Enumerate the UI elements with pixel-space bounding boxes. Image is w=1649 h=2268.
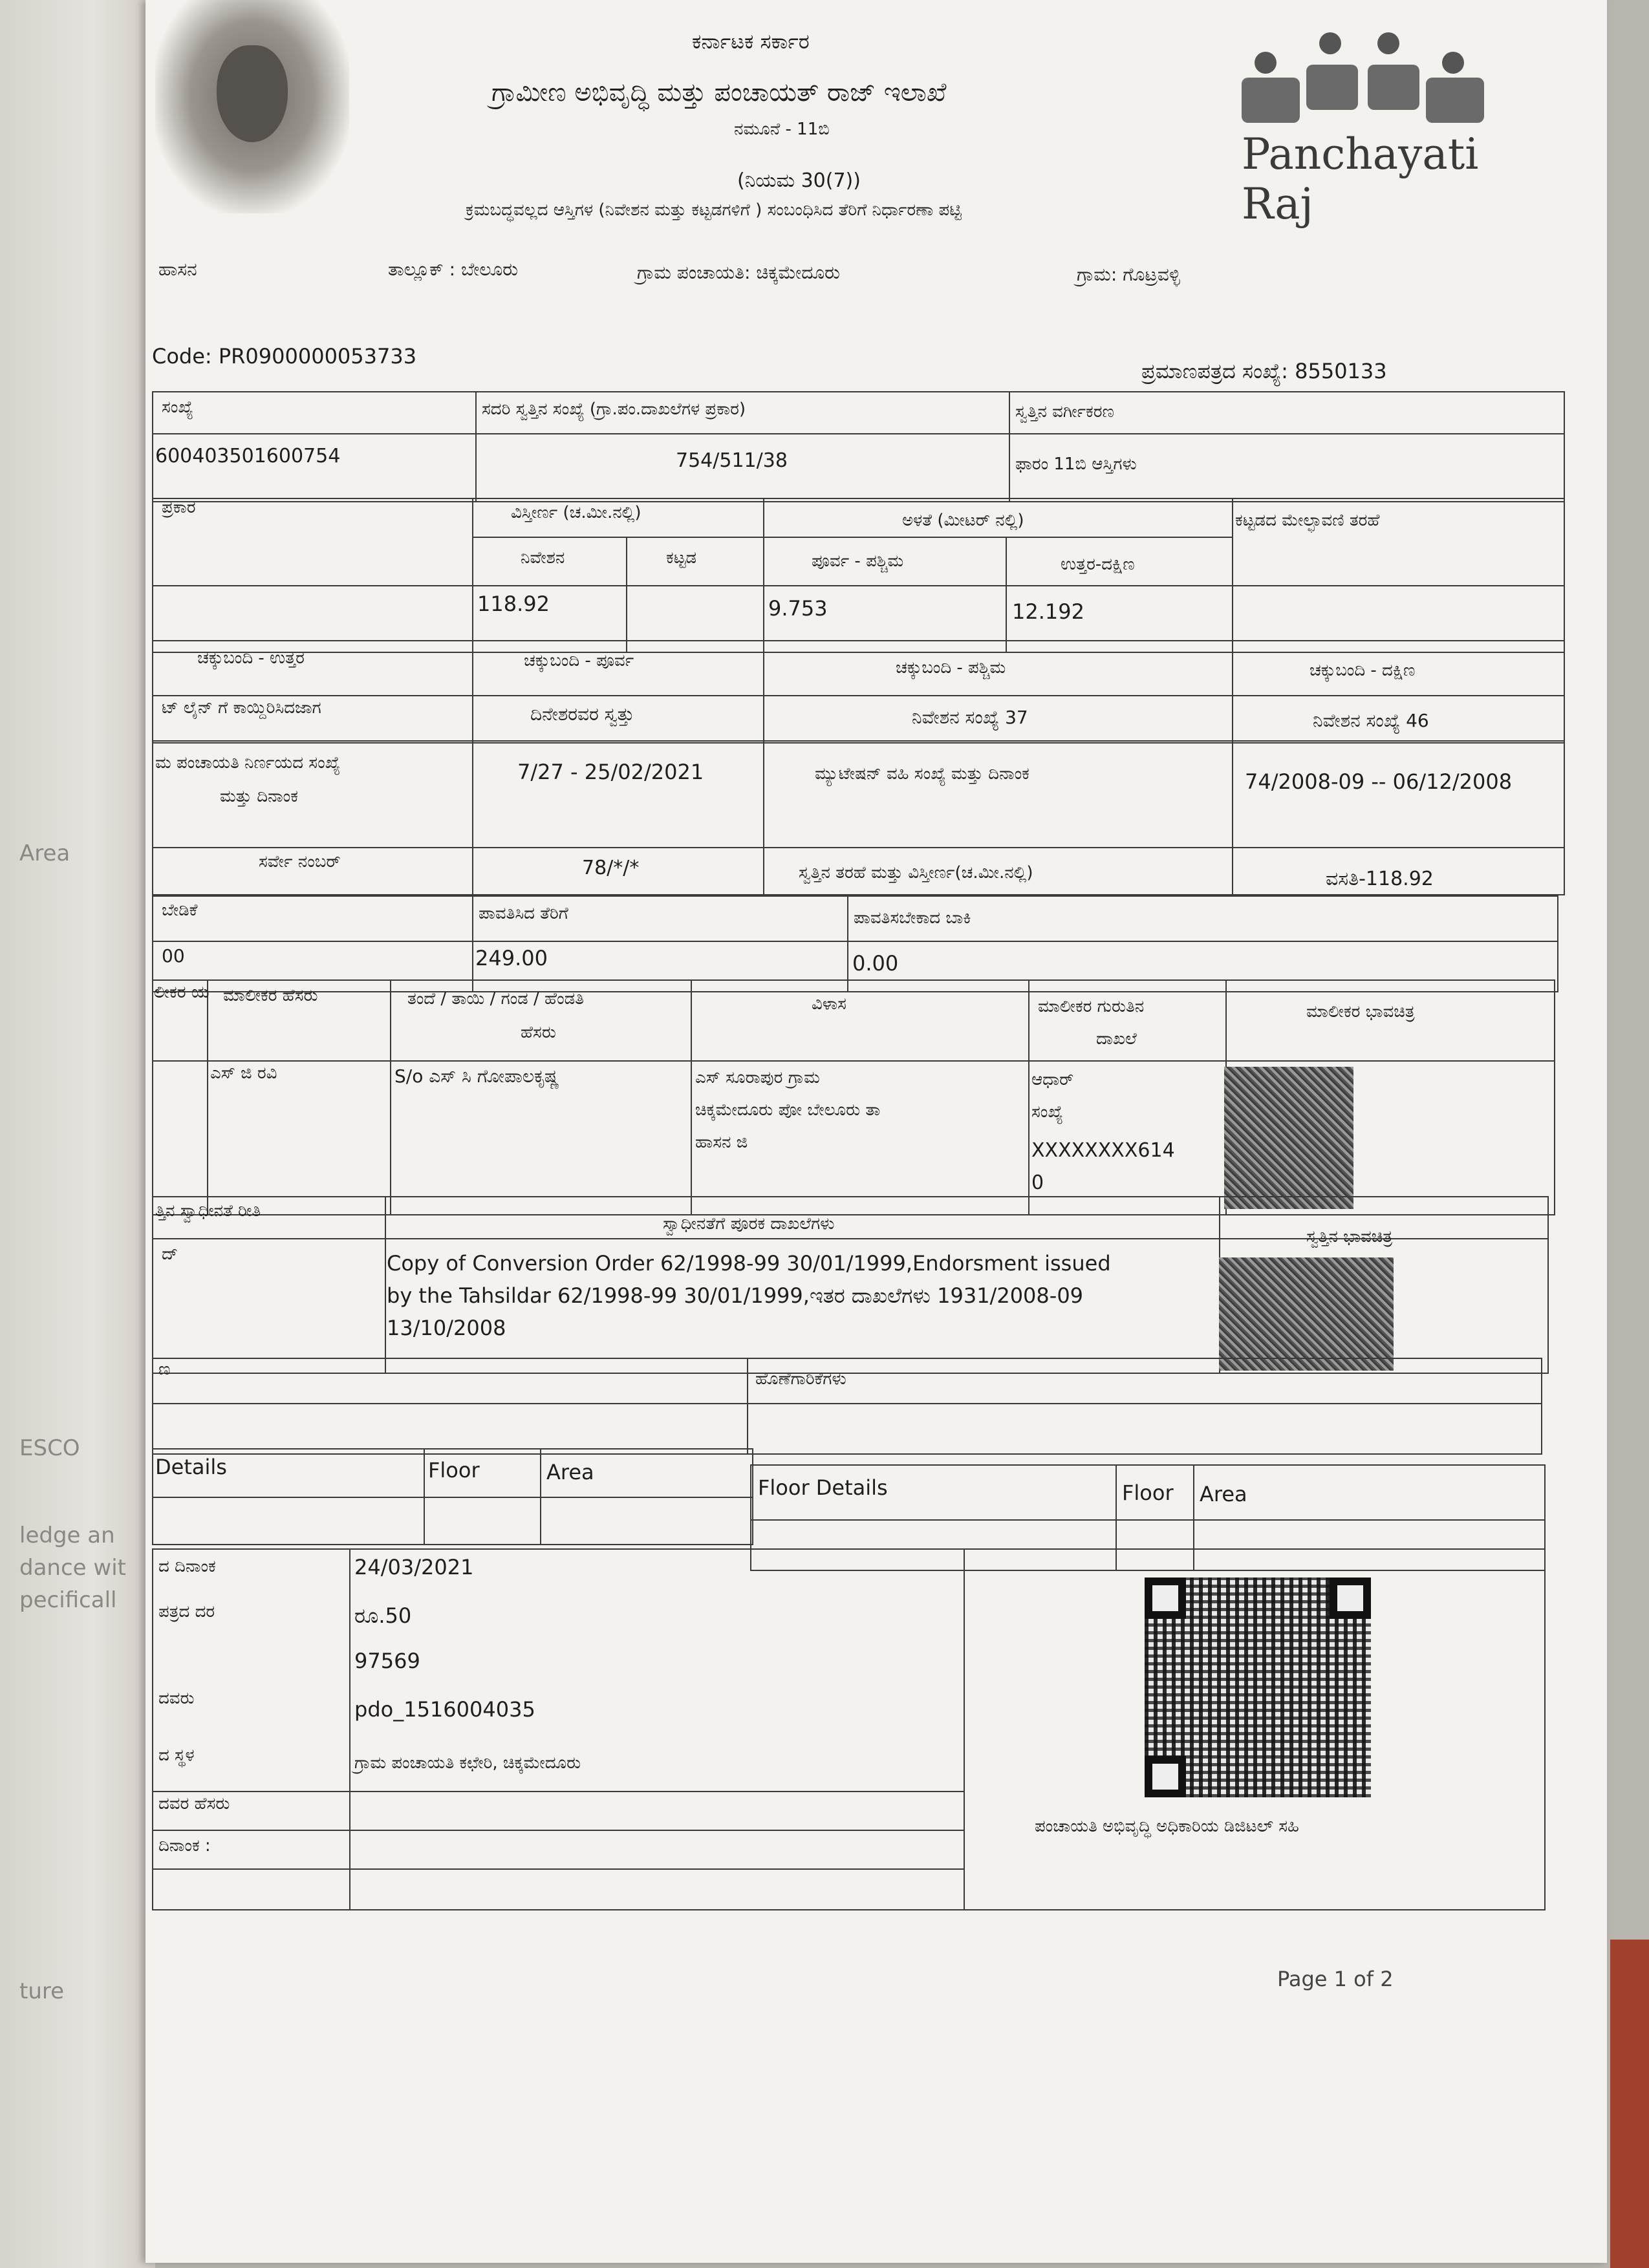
owner-id-doc-header: ಮಾಲೀಕರ ಗುರುತಿನ <box>1038 997 1145 1016</box>
property-code: Code: PR0900000053733 <box>152 344 417 369</box>
ownership-docs-line-3: 13/10/2008 <box>387 1316 506 1340</box>
qr-code <box>1145 1578 1371 1797</box>
property-photo-header: ಸ್ವತ್ತಿನ ಭಾವಚಿತ್ರ <box>1306 1227 1393 1246</box>
owner-id-doc-header-line2: ದಾಖಲೆ <box>1096 1029 1137 1049</box>
liabilities-table <box>152 1358 1542 1455</box>
extent-type-header: ಸ್ವತ್ತಿನ ತರಹೆ ಮತ್ತು ವಿಸ್ತೀರ್ಣ(ಚ.ಮೀ.ನಲ್ಲಿ) <box>799 863 1033 883</box>
form-number: ನಮೂನೆ - 11ಬಿ <box>734 120 830 139</box>
prev-page-text: Area <box>19 840 70 866</box>
signer-label: ದವರ ಹೆಸರು <box>158 1794 230 1813</box>
classification-value: ಫಾರಂ 11ಬಿ ಆಸ್ತಿಗಳು <box>1015 455 1137 474</box>
place-label: ದ ಸ್ಥಳ <box>158 1746 195 1765</box>
ownership-docs-header: ಸ್ವಾಧೀನತೆಗೆ ಪೂರಕ ದಾಖಲೆಗಳು <box>663 1214 835 1234</box>
building-header: ಕಟ್ಟಡ <box>666 548 697 568</box>
owner-sl-header: ಲೀಕರ ಯ <box>154 983 210 1002</box>
classification-header: ಸ್ವತ್ತಿನ ವರ್ಗೀಕರಣ <box>1015 402 1114 422</box>
owner-id-doc-line-4: 0 <box>1031 1171 1044 1194</box>
property-number-header: ಸದರಿ ಸ್ವತ್ತಿನ ಸಂಖ್ಯೆ (ಗ್ರಾ.ಪಂ.ದಾಖಲೆಗಳ ಪ್ರಕಾರ) <box>482 400 746 419</box>
ownership-docs-line-2: by the Tahsildar 62/1998-99 30/01/1999,ಇತರ ದಾಖಲೆಗಳು 1931/2008-09 <box>387 1283 1084 1308</box>
south-boundary-value: ನಿವೇಶನ ಸಂಖ್ಯೆ 46 <box>1313 710 1429 731</box>
type-header: ಪ್ರಕಾರ <box>162 498 196 517</box>
property-table <box>152 391 1565 502</box>
liabilities-left-header: ಣ <box>158 1360 171 1379</box>
govt-title: ಕರ್ನಾಟಕ ಸರ್ಕಾರ <box>692 29 810 54</box>
rule-number: (ನಿಯಮ 30(7)) <box>737 169 861 192</box>
owner-id-doc-line-3: XXXXXXXX614 <box>1031 1139 1175 1162</box>
gp-resolution-header: ಮ ಪಂಚಾಯತಿ ನಿರ್ಣಯದ ಸಂಖ್ಯೆ <box>155 753 341 773</box>
property-id-value: 600403501600754 <box>155 445 341 467</box>
paid-tax-header: ಪಾವತಿಸಿದ ತೆರಿಗೆ <box>479 904 568 923</box>
prev-page-text: dance wit <box>19 1555 126 1581</box>
floor-header-right: Floor <box>1122 1481 1174 1505</box>
west-boundary-header: ಚಕ್ಕುಬಂದಿ - ಪಶ್ಚಿಮ <box>896 658 1006 678</box>
ownership-mode-header: ತ್ತಿನ ಸ್ವಾಧೀನತೆ ರೀತಿ <box>155 1201 261 1221</box>
site-area-value: 118.92 <box>477 592 550 616</box>
karnataka-emblem-icon <box>155 0 349 213</box>
owner-photo-header: ಮಾಲೀಕರ ಭಾವಚಿತ್ರ <box>1306 1002 1415 1022</box>
liabilities-header: ಹೊಣೆಗಾರಿಕೆಗಳು <box>755 1369 846 1389</box>
form-subtitle: ಕ್ರಮಬದ್ಧವಲ್ಲದ ಆಸ್ತಿಗಳ (ನಿವೇಶನ ಮತ್ತು ಕಟ್ಟಡಗಳಿಗೆ ) ಸಂಬಂಧಿಸಿದ ತೆರಿಗೆ ನಿರ್ಧಾರಣಾ ಪಟ್ಟಿ <box>466 200 962 220</box>
gp-resolution-value: 7/27 - 25/02/2021 <box>517 760 704 784</box>
east-west-value: 9.753 <box>768 596 828 621</box>
address-header: ವಿಳಾಸ <box>812 994 846 1014</box>
balance-header: ಪಾವತಿಸಬೇಕಾದ ಬಾಕಿ <box>854 908 971 928</box>
panchayati-raj-logo <box>1229 26 1500 229</box>
taluk: ತಾಲ್ಲೂಕ್ : ಬೇಲೂರು <box>388 259 519 280</box>
parent-name-header: ತಂದೆ / ತಾಯಿ / ಗಂಡ / ಹೆಂಡತಿ <box>407 989 584 1009</box>
area-header-right: Area <box>1200 1482 1247 1506</box>
north-south-value: 12.192 <box>1012 599 1084 624</box>
floor-details-right-header: Floor Details <box>758 1475 888 1500</box>
north-boundary-header: ಚಕ್ಕುಬಂದಿ - ಉತ್ತರ <box>197 648 305 668</box>
receipt-value: 97569 <box>354 1649 420 1673</box>
owner-photo <box>1224 1067 1353 1209</box>
certificate-number: ಪ್ರಮಾಣಪತ್ರದ ಸಂಖ್ಯೆ: 8550133 <box>1141 359 1387 383</box>
address-line-3: ಹಾಸನ ಜಿ <box>695 1133 748 1152</box>
balance-value: 0.00 <box>852 951 899 976</box>
parent-name-header-line2: ಹೆಸರು <box>521 1023 556 1042</box>
prev-page-text: ESCO <box>19 1435 80 1461</box>
ownership-mode-value: ದ್ <box>162 1245 178 1264</box>
east-west-header: ಪೂರ್ವ - ಪಶ್ಚಿಮ <box>812 551 904 571</box>
measure-header: ಅಳತೆ (ಮೀಟರ್ ನಲ್ಲಿ) <box>902 511 1024 530</box>
fee-value: ರೂ.50 <box>354 1603 412 1628</box>
issuer-label: ದವರು <box>158 1689 195 1708</box>
digital-signature-caption: ಪಂಚಾಯತಿ ಅಭಿವೃದ್ಧಿ ಅಧಿಕಾರಿಯ ಡಿಜಿಟಲ್ ಸಹಿ <box>1035 1817 1299 1836</box>
survey-header: ಸರ್ವೇ ನಂಬರ್ <box>259 852 341 872</box>
south-boundary-header: ಚಕ್ಕುಬಂದಿ - ದಕ್ಷಿಣ <box>1310 661 1416 680</box>
owner-name-value: ಎಸ್ ಜಿ ರವಿ <box>210 1064 277 1083</box>
prev-page-text: ture <box>19 1978 65 2004</box>
owner-id-doc-line-2: ಸಂಖ್ಯೆ <box>1031 1102 1063 1122</box>
logo-text: Panchayati Raj <box>1242 129 1479 229</box>
address-line-1: ಎಸ್ ಸೂರಾಪುರ ಗ್ರಾಮ <box>695 1068 820 1087</box>
east-boundary-header: ಚಕ್ಕುಬಂದಿ - ಪೂರ್ವ <box>524 651 634 670</box>
address-line-2: ಚಿಕ್ಕಮೇದೂರು ಪೋ ಬೇಲೂರು ತಾ <box>695 1100 881 1120</box>
demand-header: ಬೇಡಿಕೆ <box>162 901 198 920</box>
ownership-docs-line-1: Copy of Conversion Order 62/1998-99 30/01/1999,Endorsment issued <box>387 1251 1111 1276</box>
place-value: ಗ್ರಾಮ ಪಂಚಾಯತಿ ಕಛೇರಿ, ಚಿಕ್ಕಮೇದೂರು <box>354 1753 581 1773</box>
demand-value: 00 <box>162 945 185 967</box>
mutation-header: ಮ್ಯುಟೇಷನ್ ವಹಿ ಸಂಖ್ಯೆ ಮತ್ತು ದಿನಾಂಕ <box>815 764 1029 784</box>
issue-date-label: ದ ದಿನಾಂಕ <box>158 1557 216 1576</box>
owner-id-doc-line-1: ಆಧಾರ್ <box>1031 1070 1074 1089</box>
district: ಹಾಸನ <box>158 259 197 280</box>
north-south-header: ಉತ್ತರ-ದಕ್ಷಿಣ <box>1061 555 1135 574</box>
gram-panchayat: ಗ್ರಾಮ ಪಂಚಾಯತಿ: ಚಿಕ್ಕಮೇದೂರು <box>637 262 840 283</box>
north-boundary-value: ಟ್ ಲೈನ್ ಗೆ ಕಾಯ್ದಿರಿಸಿದಜಾಗ <box>162 698 321 718</box>
village: ಗ್ರಾಮ: ಗೊಟ್ರವಳ್ಳಿ <box>1077 264 1180 285</box>
issuer-value: pdo_1516004035 <box>354 1697 535 1722</box>
property-id-header: ಸಂಖ್ಯೆ <box>162 398 193 417</box>
dept-title: ಗ್ರಾಮೀಣ ಅಭಿವೃದ್ಧಿ ಮತ್ತು ಪಂಚಾಯತ್ ರಾಜ್ ಇಲಾಖೆ <box>491 78 947 107</box>
sign-date-label: ದಿನಾಂಕ : <box>158 1836 211 1856</box>
background-edge <box>1610 1940 1649 2268</box>
previous-page-edge <box>0 0 155 2268</box>
page-indicator: Page 1 of 2 <box>1277 1967 1394 1991</box>
mutation-value: 74/2008-09 -- 06/12/2008 <box>1245 769 1513 794</box>
gp-resolution-header-line2: ಮತ್ತು ದಿನಾಂಕ <box>220 787 298 806</box>
floor-header-left: Floor <box>428 1458 480 1482</box>
paid-tax-value: 249.00 <box>475 946 548 970</box>
owner-name-header: ಮಾಲೀಕರ ಹೆಸರು <box>223 986 318 1005</box>
extent-type-value: ವಸತಿ-118.92 <box>1326 868 1434 890</box>
roof-type-header: ಕಟ್ಟಡದ ಮೇಲ್ಛಾವಣಿ ತರಹೆ <box>1235 511 1380 530</box>
site-header: ನಿವೇಶನ <box>521 548 565 568</box>
prev-page-text: pecificall <box>19 1587 117 1613</box>
property-number-value: 754/511/38 <box>676 449 788 472</box>
fee-label: ಪತ್ರದ ದರ <box>158 1602 215 1621</box>
issue-date-value: 24/03/2021 <box>354 1555 474 1579</box>
extent-header: ವಿಸ್ತೀರ್ಣ (ಚ.ಮೀ.ನಲ್ಲಿ) <box>511 503 641 522</box>
parent-name-value: S/o ಎಸ್ ಸಿ ಗೋಪಾಲಕೃಷ್ಣ <box>394 1065 559 1087</box>
east-boundary-value: ದಿನೇಶರವರ ಸ್ವತ್ತು <box>530 703 634 725</box>
west-boundary-value: ನಿವೇಶನ ಸಂಖ್ಯೆ 37 <box>912 707 1028 728</box>
area-header-left: Area <box>546 1460 594 1484</box>
survey-value: 78/*/* <box>582 857 640 879</box>
floor-details-left-header: Details <box>155 1455 227 1479</box>
property-photo <box>1219 1257 1394 1371</box>
prev-page-text: ledge an <box>19 1523 115 1548</box>
